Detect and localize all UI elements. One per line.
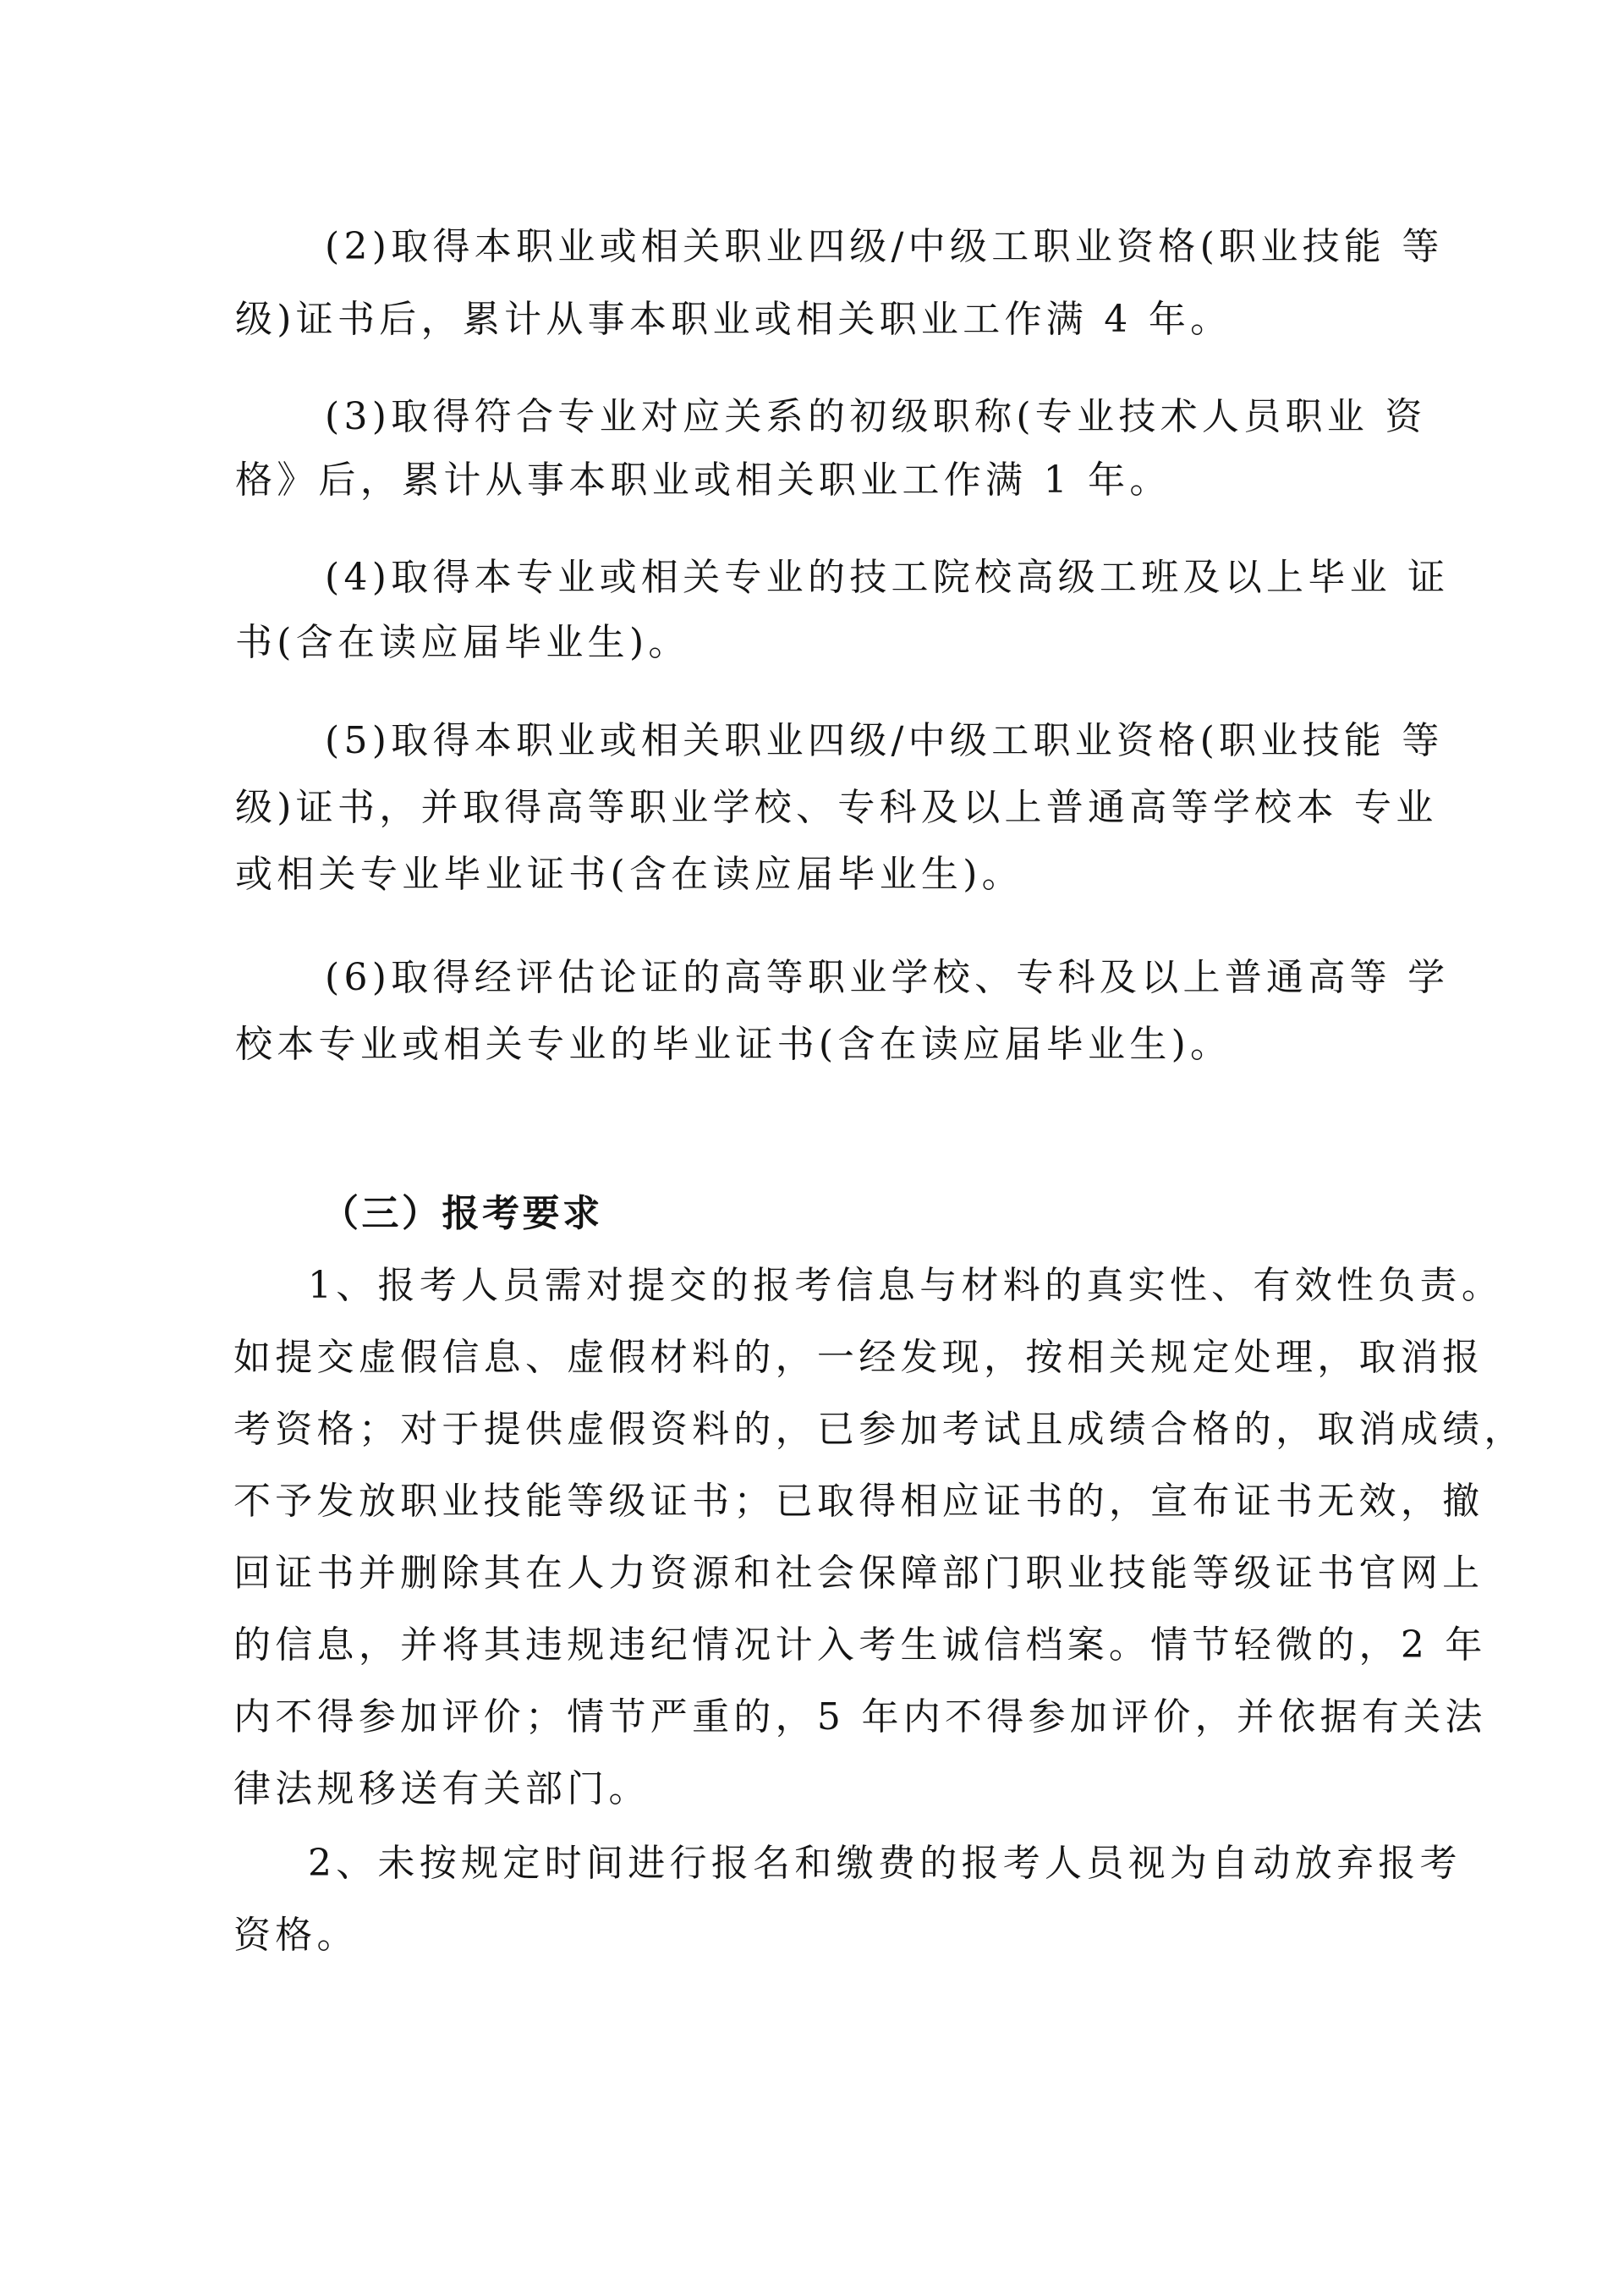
requirement-2-line-2: 资格。: [233, 1914, 359, 1957]
item-6-line-2: 校本专业或相关专业的毕业证书(含在读应届毕业生)。: [235, 1023, 1232, 1066]
section-heading: （三）报考要求: [321, 1192, 603, 1235]
requirement-1-line-1: 1、报考人员需对提交的报考信息与材料的真实性、有效性负责。: [308, 1264, 1504, 1307]
requirement-1-line-2: 如提交虚假信息、虚假材料的，一经发现，按相关规定处理，取消报: [233, 1336, 1484, 1379]
requirement-1-line-6: 的信息，并将其违规违纪情况计入考生诚信档案。情节轻微的，2 年: [233, 1623, 1487, 1667]
requirement-1-line-7: 内不得参加评价；情节严重的，5 年内不得参加评价，并依据有关法: [233, 1695, 1487, 1738]
item-6-line-1: (6)取得经评估论证的高等职业学校、专科及以上普通高等 学: [325, 956, 1450, 999]
item-2-line-1: (2)取得本职业或相关职业四级/中级工职业资格(职业技能 等: [325, 225, 1444, 268]
item-3-line-1: (3)取得符合专业对应关系的初级职称(专业技术人员职业 资: [325, 395, 1427, 438]
item-2-line-2: 级)证书后，累计从事本职业或相关职业工作满 4 年。: [235, 298, 1232, 341]
item-5-line-2: 级)证书，并取得高等职业学校、专科及以上普通高等学校本 专业: [235, 786, 1438, 829]
item-4-line-1: (4)取得本专业或相关专业的技工院校高级工班及以上毕业 证: [325, 556, 1450, 599]
item-5-line-1: (5)取得本职业或相关职业四级/中级工职业资格(职业技能 等: [325, 719, 1444, 762]
requirement-2-line-1: 2、未按规定时间进行报名和缴费的报考人员视为自动放弃报考: [308, 1842, 1462, 1885]
item-4-line-2: 书(含在读应届毕业生)。: [235, 621, 690, 664]
item-5-line-3: 或相关专业毕业证书(含在读应届毕业生)。: [235, 853, 1023, 896]
item-3-line-2: 格》后，累计从事本职业或相关职业工作满 1 年。: [235, 459, 1171, 502]
requirement-1-line-3: 考资格；对于提供虚假资料的，已参加考试且成绩合格的，取消成绩，: [233, 1408, 1526, 1451]
requirement-1-line-4: 不予发放职业技能等级证书；已取得相应证书的，宣布证书无效，撤: [233, 1480, 1484, 1523]
requirement-1-line-8: 律法规移送有关部门。: [233, 1767, 650, 1810]
requirement-1-line-5: 回证书并删除其在人力资源和社会保障部门职业技能等级证书官网上: [233, 1552, 1484, 1595]
